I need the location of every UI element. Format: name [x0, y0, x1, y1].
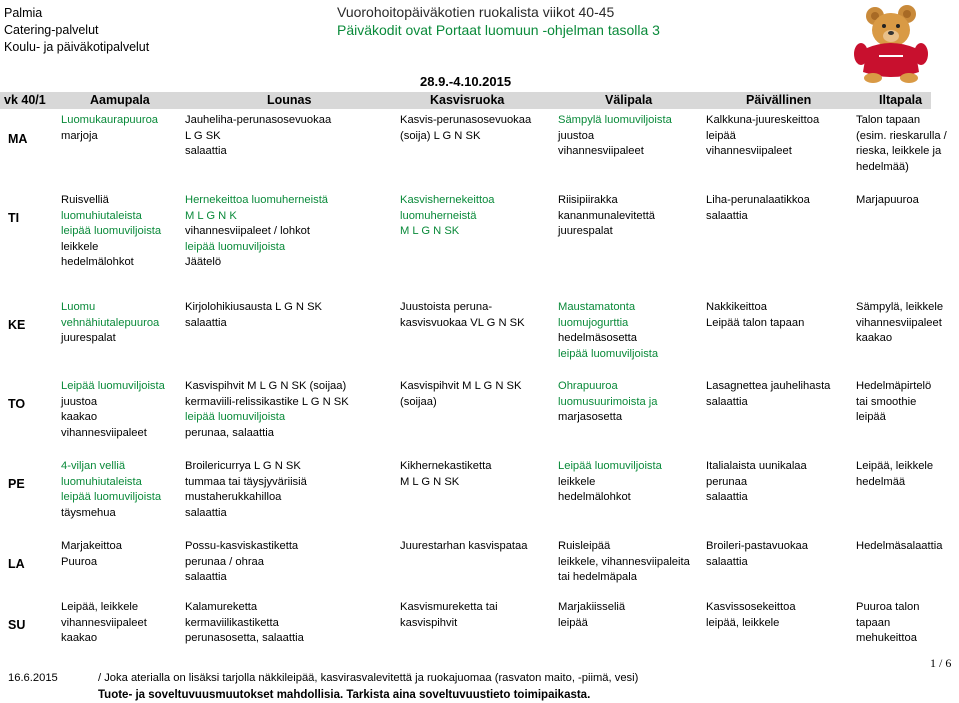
menu-item-line: rieska, leikkele ja	[856, 145, 942, 157]
menu-cell-lounas	[185, 459, 307, 521]
menu-item-line: leikkele	[61, 240, 99, 253]
menu-item-line: leipää	[558, 616, 588, 629]
menu-item-line: M L G N K	[185, 209, 237, 222]
menu-item-line: (esim. rieskarulla /	[856, 129, 947, 142]
menu-cell-kasvisruoka	[400, 600, 498, 631]
menu-item-line: (soijaa)	[400, 395, 437, 408]
menu-item-line: perunaa, salaattia	[185, 426, 274, 439]
menu-item-line: kaakao	[61, 411, 98, 423]
menu-item-line: kaakao	[856, 332, 893, 344]
menu-item-line: M L G N SK	[400, 475, 460, 488]
menu-item-line: mustaherukkahilloa	[185, 491, 282, 503]
menu-item-line: Luomu	[61, 301, 96, 313]
menu-cell-iltapala	[856, 379, 931, 426]
menu-item-line: Nakkikeittoa	[706, 301, 767, 313]
col-lounas: Lounas	[267, 93, 312, 107]
menu-item-line: luomuhiutaleista	[61, 209, 142, 222]
menu-cell-valipala	[558, 113, 672, 160]
menu-item-line: Puuroa talon	[856, 601, 920, 613]
menu-cell-lounas	[185, 113, 331, 160]
menu-cell-kasvisruoka	[400, 539, 528, 555]
menu-item-line: Marjapuuroa	[856, 194, 919, 206]
day-label: TO	[8, 397, 26, 411]
menu-item-line: vihannesviipaleet	[856, 316, 942, 329]
menu-cell-iltapala	[856, 459, 933, 490]
menu-item-line: Possu-kasviskastiketta	[185, 540, 299, 552]
menu-cell-valipala	[558, 300, 658, 362]
menu-cell-kasvisruoka	[400, 459, 491, 490]
col-valipala: Välipala	[605, 93, 653, 107]
menu-item-line: Leipää, leikkele	[856, 460, 934, 472]
menu-item-line: (soija) L G N SK	[400, 129, 481, 142]
footer-date: 16.6.2015	[8, 672, 58, 684]
menu-item-line: Jauheliha-perunasosevuokaa	[185, 114, 332, 126]
menu-item-line: hedelmälohkot	[558, 491, 631, 503]
org-division: Catering-palvelut	[4, 23, 99, 37]
teddy-bear-icon	[845, 2, 935, 84]
menu-item-line: Jäätelö	[185, 256, 222, 268]
menu-item-line: salaattia	[706, 209, 748, 222]
menu-item-line: Hernekeittoa luomuherneistä	[185, 194, 329, 206]
menu-cell-lounas	[185, 600, 304, 647]
menu-item-line: Riisipiirakka	[558, 194, 618, 206]
menu-item-line: luomuherneistä	[400, 209, 477, 222]
menu-item-line: tai hedelmäpala	[558, 571, 637, 583]
menu-item-line: Maustamatonta	[558, 301, 636, 313]
menu-item-line: salaattia	[706, 395, 748, 408]
menu-cell-lounas	[185, 193, 328, 271]
menu-item-line: Luomukaurapuuroa	[61, 114, 159, 126]
page-title: Vuorohoitopäiväkotien ruokalista viikot 40-45	[337, 4, 615, 20]
menu-item-line: Kasvispihvit M L G N SK	[400, 380, 522, 392]
menu-item-line: salaattia	[185, 316, 227, 329]
menu-item-line: vihannesviipaleet	[706, 145, 792, 157]
menu-item-line: Kasvismureketta tai	[400, 601, 498, 613]
menu-item-line: Juustoista peruna-	[400, 301, 493, 313]
menu-item-line: salaattia	[185, 571, 227, 583]
menu-cell-kasvisruoka	[400, 113, 531, 144]
menu-cell-valipala	[558, 539, 690, 586]
menu-cell-lounas	[185, 300, 322, 331]
menu-item-line: Ohrapuuroa	[558, 380, 618, 392]
menu-item-line: Puuroa	[61, 555, 98, 568]
menu-item-line: leipää luomuviljoista	[61, 225, 162, 237]
menu-item-line: marjoja	[61, 129, 98, 142]
menu-item-line: vehnähiutalepuuroa	[61, 316, 160, 329]
day-label: LA	[8, 557, 25, 571]
day-label: MA	[8, 132, 28, 146]
menu-item-line: Broilericurrya L G N SK	[185, 460, 301, 472]
menu-item-line: hedelmää	[856, 475, 906, 488]
menu-cell-paivallinen	[706, 300, 804, 331]
menu-cell-aamupala	[61, 113, 158, 144]
menu-item-line: Leipää, leikkele	[61, 601, 139, 613]
menu-item-line: kermaviilikastiketta	[185, 616, 279, 629]
menu-item-line: kermaviili-relissikastike L G N SK	[185, 395, 349, 408]
menu-cell-valipala	[558, 379, 658, 426]
menu-item-line: vihannesviipaleet	[61, 616, 147, 629]
menu-cell-iltapala	[856, 193, 919, 209]
menu-item-line: Leipää talon tapaan	[706, 316, 805, 329]
column-header	[0, 92, 931, 109]
menu-item-line: Kalkkuna-juureskeittoa	[706, 114, 820, 126]
menu-cell-aamupala	[61, 600, 147, 647]
menu-item-line: kananmunalevitettä	[558, 209, 656, 222]
menu-item-line: Sämpylä, leikkele	[856, 301, 944, 313]
menu-item-line: kasvispihvit	[400, 616, 458, 629]
menu-cell-aamupala	[61, 379, 165, 441]
menu-item-line: kaakao	[61, 632, 98, 644]
menu-item-line: leipää	[856, 411, 886, 423]
day-label: PE	[8, 477, 25, 491]
org-unit: Koulu- ja päiväkotipalvelut	[4, 40, 150, 54]
menu-cell-iltapala	[856, 539, 942, 555]
day-label: SU	[8, 618, 26, 632]
menu-cell-aamupala	[61, 539, 122, 570]
menu-cell-aamupala	[61, 459, 161, 521]
week-label: vk 40/1	[4, 93, 46, 107]
menu-cell-iltapala	[856, 300, 943, 347]
col-iltapala: Iltapala	[879, 93, 923, 107]
menu-item-line: Marjakeittoa	[61, 540, 122, 552]
menu-item-line: leipää, leikkele	[706, 616, 780, 629]
menu-item-line: Kikhernekastiketta	[400, 460, 492, 472]
page-subtitle: Päiväkodit ovat Portaat luomuun -ohjelman tasolla 3	[337, 22, 660, 38]
menu-item-line: tapaan	[856, 616, 891, 629]
menu-item-line: Leipää luomuviljoista	[61, 380, 165, 392]
menu-item-line: tai smoothie	[856, 395, 917, 408]
menu-item-line: leipää	[706, 129, 736, 142]
menu-item-line: juurespalat	[558, 225, 613, 237]
menu-item-line: leipää luomuviljoista	[185, 411, 286, 423]
menu-item-line: juurespalat	[61, 332, 116, 344]
menu-item-line: Ruisleipää	[558, 540, 611, 552]
menu-cell-kasvisruoka	[400, 379, 521, 410]
menu-item-line: Hedelmäsalaattia	[856, 540, 943, 552]
menu-item-line: luomujogurttia	[558, 316, 629, 329]
menu-item-line: salaattia	[706, 555, 748, 568]
col-aamupala: Aamupala	[90, 93, 150, 107]
menu-item-line: Ruisvelliä	[61, 194, 109, 206]
menu-item-line: Liha-perunalaatikkoa	[706, 194, 810, 206]
day-label: KE	[8, 318, 26, 332]
menu-item-line: tummaa tai täysjyväriisiä	[185, 475, 307, 488]
menu-item-line: leipää luomuviljoista	[185, 240, 286, 253]
menu-item-line: Lasagnettea jauhelihasta	[706, 380, 831, 392]
menu-item-line: perunaa	[706, 475, 748, 488]
menu-cell-paivallinen	[706, 459, 807, 506]
menu-item-line: Sämpylä luomuviljoista	[558, 114, 672, 126]
menu-cell-valipala	[558, 193, 655, 240]
menu-cell-lounas	[185, 539, 298, 586]
menu-cell-valipala	[558, 600, 625, 631]
menu-item-line: Italialaista uunikalaa	[706, 460, 807, 472]
menu-item-line: salaattia	[185, 145, 227, 157]
menu-item-line: vihannesviipaleet / lohkot	[185, 225, 311, 237]
menu-item-line: marjasosetta	[558, 411, 623, 423]
menu-cell-paivallinen	[706, 600, 796, 631]
menu-cell-lounas	[185, 379, 349, 441]
menu-item-line: salaattia	[706, 491, 748, 503]
menu-item-line: vihannesviipaleet	[61, 426, 147, 439]
menu-item-line: hedelmää)	[856, 160, 909, 173]
menu-item-line: Hedelmäpirtelö	[856, 380, 932, 392]
menu-cell-aamupala	[61, 193, 161, 271]
menu-item-line: perunasosetta, salaattia	[185, 632, 304, 644]
menu-item-line: Kasvissosekeittoa	[706, 601, 796, 613]
col-paivallinen: Päivällinen	[746, 93, 812, 107]
menu-cell-paivallinen	[706, 193, 810, 224]
menu-cell-paivallinen	[706, 539, 808, 570]
day-label: TI	[8, 211, 20, 225]
menu-item-line: täysmehua	[61, 506, 116, 519]
menu-cell-kasvisruoka	[400, 193, 495, 240]
menu-cell-aamupala	[61, 300, 159, 347]
date-range: 28.9.-4.10.2015	[420, 74, 512, 89]
menu-item-line: Marjakiisseliä	[558, 601, 626, 613]
col-kasvisruoka: Kasvisruoka	[430, 93, 505, 107]
menu-cell-iltapala	[856, 113, 947, 175]
menu-item-line: juustoa	[61, 395, 98, 408]
menu-item-line: leipää luomuviljoista	[558, 347, 659, 360]
menu-item-line: Kasvispihvit M L G N SK (soijaa)	[185, 380, 347, 392]
org-name: Palmia	[4, 6, 43, 20]
menu-item-line: kasvisvuokaa VL G N SK	[400, 316, 525, 329]
menu-item-line: hedelmälohkot	[61, 256, 134, 268]
menu-item-line: salaattia	[185, 506, 227, 519]
menu-cell-paivallinen	[706, 113, 819, 160]
menu-item-line: Kasvishernekeittoa	[400, 194, 495, 206]
menu-item-line: luomusuurimoista ja	[558, 395, 658, 408]
menu-cell-iltapala	[856, 600, 919, 647]
menu-cell-paivallinen	[706, 379, 830, 410]
menu-item-line: Kalamureketta	[185, 601, 258, 613]
menu-item-line: luomuhiutaleista	[61, 475, 142, 488]
footer-disclaimer: Tuote- ja soveltuvuusmuutokset mahdollisia. Tarkista aina soveltuvuustieto toimipaikasta.	[98, 689, 591, 701]
footer-note: / Joka aterialla on lisäksi tarjolla näkkileipää, kasvirasvalevitettä ja ruokajuomaa (rasvaton maito, -piimä, vesi)	[98, 672, 639, 684]
menu-cell-kasvisruoka	[400, 300, 525, 331]
menu-item-line: 4-viljan velliä	[61, 460, 126, 472]
menu-item-line: leipää luomuviljoista	[61, 491, 162, 503]
page-number: 1 / 6	[930, 656, 952, 670]
menu-item-line: Juurestarhan kasvispataa	[400, 540, 528, 552]
menu-item-line: perunaa / ohraa	[185, 555, 264, 568]
menu-item-line: Kasvis-perunasosevuokaa	[400, 114, 532, 126]
menu-item-line: juustoa	[558, 129, 595, 142]
menu-item-line: leikkele, vihannesviipaleita	[558, 555, 690, 568]
menu-item-line: Broileri-pastavuokaa	[706, 540, 808, 552]
menu-item-line: leikkele	[558, 475, 596, 488]
menu-item-line: Kirjolohikiusausta L G N SK	[185, 301, 323, 313]
menu-item-line: L G SK	[185, 129, 221, 142]
menu-item-line: hedelmäsosetta	[558, 332, 637, 344]
menu-item-line: mehukeittoa	[856, 632, 917, 644]
menu-item-line: M L G N SK	[400, 225, 460, 237]
menu-item-line: vihannesviipaleet	[558, 145, 644, 157]
menu-item-line: Leipää luomuviljoista	[558, 460, 662, 472]
menu-item-line: Talon tapaan	[856, 114, 921, 126]
menu-cell-valipala	[558, 459, 662, 506]
